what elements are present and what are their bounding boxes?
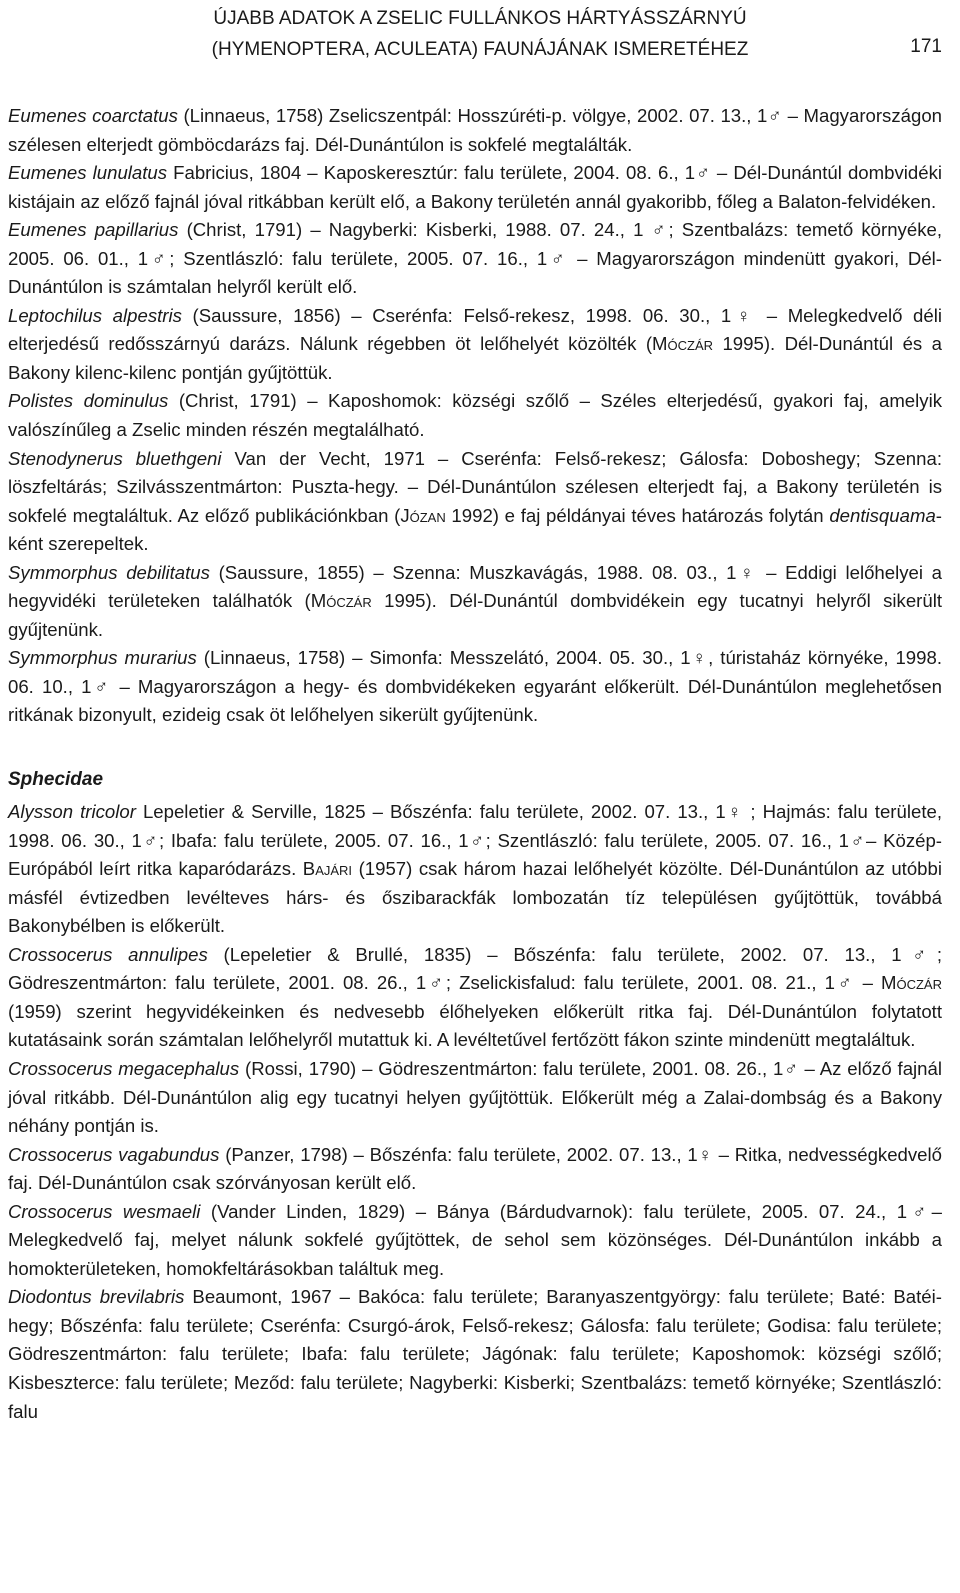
entry-text: Beaumont, 1967 – Bakóca: falu területe; Baranyaszentgyörgy: falu területe; Baté: Batéi-hegy; Bőszénfa: falu területe; Cserénfa: Csurgó-árok, Felső-rekesz; Gálosfa: falu területe; Godisa: falu területe; Gödreszentmárton: falu területe; Ibafa: falu területe; Jágónak: falu területe; Kaposhomok: községi szőlő; Kisbeszterce: falu területe; Meződ: falu területe; Nagyberki: Kisberki; Szentbalázs: temető környéke; Szentlászló: falu [8,1286,942,1422]
entry-text: (Linnaeus, 1758) – Simonfa: Messzelátó, 2004. 05. 30., 1♀, túristaház környéke, 1998. 06. 10., 1♂ – Magyarországon a hegy- és dombvidékeken egyaránt előkerült. Dél-Dunántúlon meglehetősen ritkának bizonyult, ezideig csak öt lelőhelyen sikerült gyűjtenünk. [8,647,942,726]
cited-author: Bajári [302,858,353,880]
species-entry [8,102,942,159]
entry-text: (Christ, 1791) – Nagyberki: Kisberki, 1988. 07. 24., 1 ♂; Szentbalázs: temető környéke, 2005. 06. 01., 1♂; Szentlászló: falu területe, 2005. 07. 16., 1♂ – Magyarországon mindenütt gyakori, Dél-Dunántúlon is számtalan helyről került elő. [8,219,942,298]
page-number: 171 [910,36,942,57]
species-entry [8,387,942,444]
running-title-line-1: ÚJABB ADATOK A ZSELIC FULLÁNKOS HÁRTYÁSSZÁRNYÚ [213,8,747,29]
entry-text: (1959) szerint hegyvidékeinken és nedvesebb élőhelyeken előkerült ritka faj. Dél-Dunántúlon folytatott kutatásaink során számtalan lelőhelyről mutattuk ki. A levéltetűvel fertőzött fákon szinte mindenütt megtaláltuk. [8,1000,942,1051]
species-entry [8,302,942,388]
entry-text: (1957) csak három hazai lelőhelyét közölte. Dél-Dunántúlon az utóbbi másfél évtizedben levélteves hárs- és őszibarackfák lombozatán tíz településen gyűjtöttük, továbbá Bakonybélben is előkerült. [8,858,942,937]
species-entry [8,216,942,302]
species-entry [8,941,942,1055]
entry-text: Van der Vecht, 1971 – Cserénfa: Felső-rekesz; Gálosfa: Doboshegy; Szenna: löszfeltárás; Szilvásszentmárton: Puszta-hegy. – Dél-Dunántúlon szélesen elterjedt faj, a Bakony területén is sokfelé megtaláltuk. Az előző publikációnkban ( [8,447,942,526]
body-text [8,102,942,1426]
species-name: Symmorphus debilitatus [8,561,210,583]
entry-text: (Saussure, 1855) – Szenna: Muszkavágás, 1988. 08. 03., 1♀ – Eddigi lelőhelyei a hegyvidéki területeken találhatók ( [8,561,942,612]
species-name: Polistes dominulus [8,390,169,412]
cited-author: Józan [400,504,446,526]
entry-text: (Saussure, 1856) – Cserénfa: Felső-rekesz, 1998. 06. 30., 1♀ – Melegkedvelő déli elterjedésű redősszárnyú darázs. Nálunk régebben öt lelőhelyét közölték ( [8,304,942,355]
cited-author: Móczár [310,590,372,612]
species-name: Crossocerus annulipes [8,943,208,965]
entry-text: 1995). Dél-Dunántúl dombvidékein egy tucatnyi helyről sikerült gyűjtenünk. [8,590,943,640]
entry-text: Fabricius, 1804 – Kaposkeresztúr: falu területe, 2004. 08. 6., 1♂ – Dél-Dunántúl dombvidéki kistájain az előző fajnál jóval ritkábban került elő, a Bakony területén annál gyakoribb, főleg a Balaton-felvidéken. [8,162,942,212]
running-title [0,3,960,65]
species-name: Alysson tricolor [8,801,136,823]
entry-text: 1992) e faj példányai téves határozás folytán [445,504,830,526]
species-name: Diodontus brevilabris [8,1286,185,1308]
entry-text: 1995). Dél-Dunántúl és a Bakony kilenc-kilenc pontján gyűjtöttük. [8,333,942,383]
running-header [0,0,960,80]
entry-text: (Vander Linden, 1829) – Bánya (Bárdudvarnok): falu területe, 2005. 07. 24., 1♂– Melegkedvelő faj, melyet nálunk sokfelé gyűjtöttek, de sehol sem közönséges. Dél-Dunántúlon inkább a homokterületeken, homokfeltárásokban találtuk meg. [8,1200,942,1279]
entry-text: (Lepeletier & Brullé, 1835) – Bőszénfa: falu területe, 2002. 07. 13., 1♂; Gödreszentmárton: falu területe, 2001. 08. 26., 1♂; Zselickisfalud: falu területe, 2001. 08. 21., 1♂ – [8,943,942,994]
species-name: Crossocerus megacephalus [8,1057,240,1079]
species-entry [8,1198,942,1284]
species-entry [8,559,942,645]
running-title-line-2: (HYMENOPTERA, ACULEATA) FAUNÁJÁNAK ISMERETÉHEZ [211,39,749,60]
species-name: Eumenes coarctatus [8,105,178,126]
species-name: Leptochilus alpestris [8,304,182,326]
entry-text: (Panzer, 1798) – Bőszénfa: falu területe, 2002. 07. 13., 1♀ – Ritka, nedvességkedvelő faj. Dél-Dunántúlon csak szórványosan került elő. [8,1143,942,1194]
italic-term: dentisquama [829,504,936,526]
species-entry [8,1055,942,1141]
species-name: Crossocerus wesmaeli [8,1200,201,1222]
cited-author: Móczár [652,333,714,355]
species-entry [8,1141,942,1198]
species-name: Eumenes lunulatus [8,162,168,184]
species-entry [8,159,942,216]
species-name: Symmorphus murarius [8,647,197,669]
species-entry [8,445,942,559]
entry-text: Lepeletier & Serville, 1825 – Bőszénfa: falu területe, 2002. 07. 13., 1♀ ; Hajmás: falu területe, 1998. 06. 30., 1♂; Ibafa: falu területe, 2005. 07. 16., 1♂; Szentlászló: falu területe, 2005. 07. 16., 1♂– Közép-Európából leírt ritka kaparódarázs. [8,801,942,880]
species-entry [8,644,942,730]
entry-text: -ként szerepeltek. [8,504,942,555]
entry-text: (Rossi, 1790) – Gödreszentmárton: falu területe, 2001. 08. 26., 1♂ – Az előző fajnál jóval ritkább. Dél-Dunántúlon alig egy tucatnyi helyen gyűjtöttük. Előkerült még a Zalai-dombság és a Bakony néhány pontján is. [8,1057,942,1137]
cited-author: Móczár [881,972,942,994]
species-name: Stenodynerus bluethgeni [8,447,222,469]
species-name: Eumenes papillarius [8,219,179,241]
species-name: Crossocerus vagabundus [8,1143,220,1165]
entry-text: (Linnaeus, 1758) Zselicszentpál: Hosszúréti-p. völgye, 2002. 07. 13., 1♂ – Magyarországon szélesen elterjedt gömböcdarázs faj. Dél-Dunántúlon is sokfelé megtalálták. [8,105,943,155]
entry-text: (Christ, 1791) – Kaposhomok: községi szőlő – Széles elterjedésű, gyakori faj, amelyik valószínűleg a Zselic minden részén megtalálható. [8,390,943,441]
species-entry [8,798,942,941]
section-heading: Sphecidae [8,769,104,791]
species-entry [8,1283,942,1426]
